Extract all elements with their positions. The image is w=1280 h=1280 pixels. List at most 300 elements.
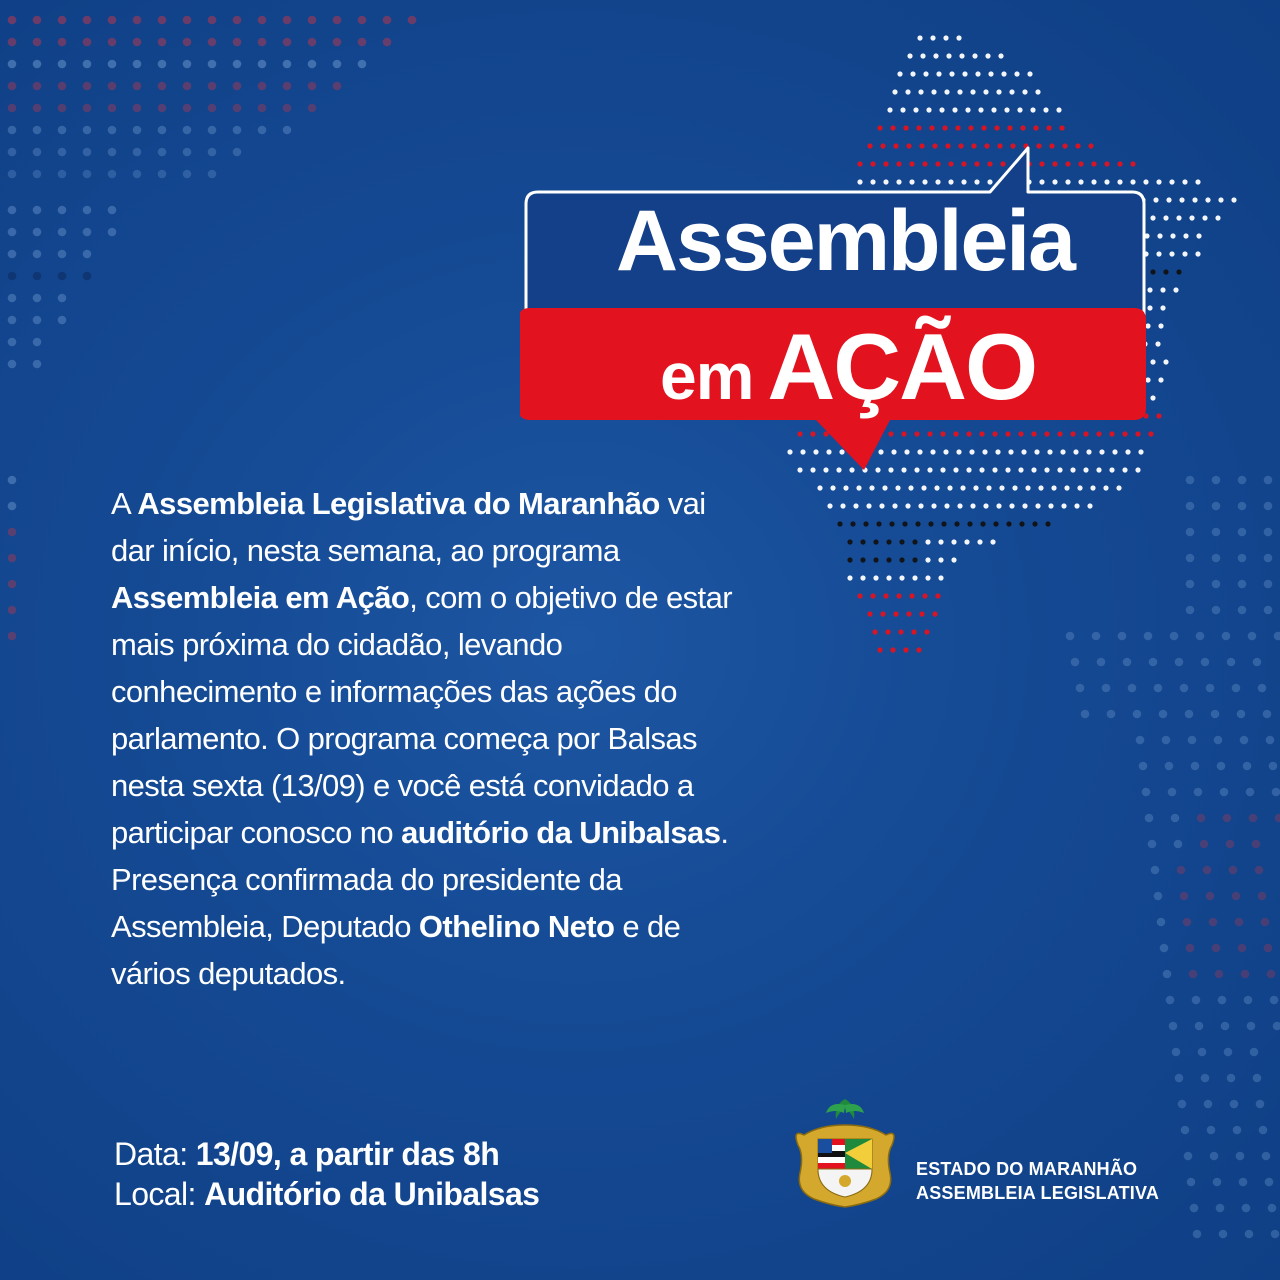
text-segment: A xyxy=(111,486,138,521)
decor-dot xyxy=(910,71,915,76)
decor-dot xyxy=(1163,359,1168,364)
decor-dot xyxy=(183,126,192,135)
decor-dot xyxy=(956,35,961,40)
decor-dot xyxy=(928,521,933,526)
decor-dot xyxy=(1169,179,1174,184)
decor-dot xyxy=(1253,1074,1262,1083)
decor-dot xyxy=(1212,476,1221,485)
decor-dot xyxy=(1165,762,1174,771)
decor-dot xyxy=(158,170,167,179)
decor-dot xyxy=(358,60,367,69)
decor-dot xyxy=(960,485,965,490)
decor-dot xyxy=(1160,305,1165,310)
decor-dot xyxy=(208,104,217,113)
decor-dot xyxy=(1264,606,1273,615)
decor-dot xyxy=(1187,1178,1196,1187)
speech-bubble-icon xyxy=(520,140,1160,480)
decor-dot xyxy=(158,38,167,47)
decor-dot xyxy=(183,16,192,25)
decor-dot xyxy=(1191,762,1200,771)
decor-dot xyxy=(920,53,925,58)
decor-dot xyxy=(33,250,42,259)
decor-dot xyxy=(8,104,17,113)
decor-dot xyxy=(850,521,855,526)
decor-dot xyxy=(912,539,917,544)
decor-dot xyxy=(1171,814,1180,823)
decor-dot xyxy=(33,316,42,325)
decor-dot xyxy=(33,82,42,91)
decor-dot xyxy=(1264,580,1273,589)
decor-dot xyxy=(935,593,940,598)
decor-dot xyxy=(1206,892,1215,901)
decor-dot xyxy=(873,575,878,580)
decor-dot xyxy=(1258,684,1267,693)
decor-dot xyxy=(8,580,17,589)
decor-dot xyxy=(886,557,891,562)
decor-dot xyxy=(33,360,42,369)
decor-dot xyxy=(925,557,930,562)
decor-dot xyxy=(1247,1022,1256,1031)
decor-dot xyxy=(1178,1100,1187,1109)
decor-dot xyxy=(986,485,991,490)
decor-dot xyxy=(955,125,960,130)
decor-dot xyxy=(1218,197,1223,202)
decor-dot xyxy=(33,170,42,179)
decor-dot xyxy=(1261,918,1270,927)
decor-dot xyxy=(840,503,845,508)
decor-dot xyxy=(8,360,17,369)
decor-dot xyxy=(898,629,903,634)
decor-dot xyxy=(1170,233,1175,238)
decor-dot xyxy=(83,60,92,69)
decor-dot xyxy=(58,126,67,135)
decor-dot xyxy=(938,575,943,580)
decor-dot xyxy=(83,16,92,25)
decor-dot xyxy=(931,503,936,508)
decor-dot xyxy=(83,126,92,135)
text-bold-deputy: Othelino Neto xyxy=(418,909,615,944)
decor-dot xyxy=(8,148,17,157)
decor-dot xyxy=(1274,632,1280,641)
decor-dot xyxy=(944,503,949,508)
decor-dot xyxy=(1148,840,1157,849)
decor-dot xyxy=(911,629,916,634)
decor-dot xyxy=(1212,606,1221,615)
decor-dot xyxy=(133,60,142,69)
decor-dot xyxy=(988,71,993,76)
decor-dot xyxy=(83,104,92,113)
decor-dot xyxy=(33,272,42,281)
decor-dot xyxy=(383,16,392,25)
decor-dot xyxy=(886,539,891,544)
decor-dot xyxy=(1266,736,1275,745)
decor-dot xyxy=(58,206,67,215)
decor-dot xyxy=(1196,632,1205,641)
decor-dot xyxy=(8,16,17,25)
decor-dot xyxy=(1227,1074,1236,1083)
decor-dot xyxy=(886,575,891,580)
decor-dot xyxy=(873,539,878,544)
decor-dot xyxy=(1240,736,1249,745)
decor-dot xyxy=(1189,215,1194,220)
decor-dot xyxy=(1246,788,1255,797)
decor-dot xyxy=(1033,125,1038,130)
decor-dot xyxy=(870,593,875,598)
logo-title: Assembleia xyxy=(615,193,1075,289)
decor-dot xyxy=(1235,918,1244,927)
decor-dot xyxy=(1265,1178,1274,1187)
decor-dot xyxy=(957,89,962,94)
decor-dot xyxy=(1030,107,1035,112)
decor-dot xyxy=(877,647,882,652)
decor-dot xyxy=(1160,287,1165,292)
decor-dot xyxy=(1186,606,1195,615)
decor-dot xyxy=(847,575,852,580)
decor-dot xyxy=(83,228,92,237)
decor-dot xyxy=(931,89,936,94)
decor-dot xyxy=(1249,814,1258,823)
decor-dot xyxy=(258,126,267,135)
decor-dot xyxy=(908,485,913,490)
decor-dot xyxy=(1185,710,1194,719)
decor-dot xyxy=(383,38,392,47)
text-bold-assembleia: Assembleia Legislativa do Maranhão xyxy=(137,486,660,521)
decor-dot xyxy=(1196,233,1201,238)
decor-dot xyxy=(1215,970,1224,979)
decor-dot xyxy=(1212,944,1221,953)
decor-dot xyxy=(1006,521,1011,526)
decor-dot xyxy=(939,107,944,112)
decor-dot xyxy=(890,125,895,130)
decor-dot xyxy=(58,228,67,237)
decor-dot xyxy=(158,148,167,157)
decor-dot xyxy=(1186,528,1195,537)
decor-dot xyxy=(1275,814,1280,823)
decor-dot xyxy=(1212,502,1221,511)
decor-dot xyxy=(899,575,904,580)
decor-dot xyxy=(1238,606,1247,615)
decor-dot xyxy=(1202,215,1207,220)
decor-dot xyxy=(1207,1126,1216,1135)
decor-dot xyxy=(1076,684,1085,693)
decor-dot xyxy=(1226,840,1235,849)
decor-dot xyxy=(913,107,918,112)
decor-dot xyxy=(896,593,901,598)
decor-dot xyxy=(889,521,894,526)
decor-dot xyxy=(959,53,964,58)
decor-dot xyxy=(1192,996,1201,1005)
decor-dot xyxy=(1162,736,1171,745)
decor-dot xyxy=(233,148,242,157)
decor-dot xyxy=(1116,485,1121,490)
decor-dot xyxy=(133,16,142,25)
decor-dot xyxy=(929,125,934,130)
decor-dot xyxy=(970,503,975,508)
decor-dot xyxy=(1020,125,1025,130)
decor-dot xyxy=(133,82,142,91)
decor-dot xyxy=(1212,580,1221,589)
decor-dot xyxy=(58,38,67,47)
decor-dot xyxy=(108,228,117,237)
decor-dot xyxy=(1176,269,1181,274)
decor-dot xyxy=(1219,1230,1228,1239)
decor-dot xyxy=(1175,1074,1184,1083)
decor-dot xyxy=(1103,485,1108,490)
organization-name xyxy=(916,1157,1159,1205)
decor-dot xyxy=(108,104,117,113)
decor-dot xyxy=(890,647,895,652)
decor-dot xyxy=(1220,788,1229,797)
decor-dot xyxy=(867,611,872,616)
decor-dot xyxy=(1180,892,1189,901)
decor-dot xyxy=(83,38,92,47)
decor-dot xyxy=(1236,1152,1245,1161)
decor-dot xyxy=(1186,580,1195,589)
decor-dot xyxy=(1151,866,1160,875)
decor-dot xyxy=(1038,485,1043,490)
event-location xyxy=(114,1174,539,1214)
decor-dot xyxy=(1229,866,1238,875)
decor-dot xyxy=(899,557,904,562)
decor-dot xyxy=(33,126,42,135)
decor-dot xyxy=(912,557,917,562)
decor-dot xyxy=(1133,710,1142,719)
decor-dot xyxy=(900,107,905,112)
decor-dot xyxy=(1223,814,1232,823)
decor-dot xyxy=(996,503,1001,508)
decor-dot xyxy=(8,272,17,281)
decor-dot xyxy=(58,316,67,325)
decor-dot xyxy=(998,53,1003,58)
decor-dot xyxy=(108,206,117,215)
decor-dot xyxy=(258,82,267,91)
decor-dot xyxy=(183,38,192,47)
decor-dot xyxy=(1186,476,1195,485)
decor-dot xyxy=(915,521,920,526)
decor-dot xyxy=(1163,269,1168,274)
decor-dot xyxy=(872,629,877,634)
location-value: Auditório da Unibalsas xyxy=(204,1176,540,1212)
decor-dot xyxy=(1051,485,1056,490)
decor-dot xyxy=(892,89,897,94)
decor-dot xyxy=(932,611,937,616)
decor-dot xyxy=(8,82,17,91)
decor-dot xyxy=(58,104,67,113)
decor-dot xyxy=(925,539,930,544)
decor-dot xyxy=(903,125,908,130)
decor-dot xyxy=(1163,215,1168,220)
decor-dot xyxy=(133,38,142,47)
decor-dot xyxy=(843,485,848,490)
decor-dot xyxy=(897,71,902,76)
decor-dot xyxy=(1232,684,1241,693)
decor-dot xyxy=(1012,485,1017,490)
decor-dot xyxy=(83,250,92,259)
decor-dot xyxy=(912,575,917,580)
decor-dot xyxy=(1145,814,1154,823)
decor-dot xyxy=(1218,996,1227,1005)
decor-dot xyxy=(863,521,868,526)
decor-dot xyxy=(283,16,292,25)
decor-dot xyxy=(817,485,822,490)
decor-dot xyxy=(1077,485,1082,490)
decor-dot xyxy=(233,60,242,69)
decor-dot xyxy=(308,38,317,47)
decor-dot xyxy=(1231,197,1236,202)
decor-dot xyxy=(1256,1100,1265,1109)
decor-dot xyxy=(1268,1204,1277,1213)
text-bold-venue: auditório da Unibalsas xyxy=(401,815,721,850)
decor-dot xyxy=(83,148,92,157)
decor-dot xyxy=(1204,1100,1213,1109)
decor-dot xyxy=(1170,632,1179,641)
decor-dot xyxy=(1184,1152,1193,1161)
decor-dot xyxy=(916,647,921,652)
decor-dot xyxy=(906,611,911,616)
decor-dot xyxy=(83,82,92,91)
decor-dot xyxy=(926,107,931,112)
decor-dot xyxy=(233,38,242,47)
coat-of-arms-icon xyxy=(790,1095,900,1210)
decor-dot xyxy=(158,60,167,69)
decor-dot xyxy=(1022,503,1027,508)
decor-dot xyxy=(1175,658,1184,667)
decor-dot xyxy=(973,485,978,490)
decor-dot xyxy=(208,38,217,47)
decor-dot xyxy=(333,82,342,91)
decor-dot xyxy=(873,557,878,562)
decor-dot xyxy=(208,16,217,25)
decor-dot xyxy=(977,539,982,544)
decor-dot xyxy=(1136,736,1145,745)
decor-dot xyxy=(1230,1100,1239,1109)
decor-dot xyxy=(947,485,952,490)
decor-dot xyxy=(830,485,835,490)
decor-dot xyxy=(8,554,17,563)
decor-dot xyxy=(902,521,907,526)
decor-dot xyxy=(283,60,292,69)
decor-dot xyxy=(208,126,217,135)
decor-dot xyxy=(1238,580,1247,589)
decor-dot xyxy=(283,82,292,91)
decor-dot xyxy=(922,593,927,598)
decor-dot xyxy=(1025,485,1030,490)
decor-dot xyxy=(1212,528,1221,537)
decor-dot xyxy=(882,485,887,490)
decor-dot xyxy=(1032,521,1037,526)
decor-dot xyxy=(1271,1230,1280,1239)
decor-dot xyxy=(1270,996,1279,1005)
decor-dot xyxy=(1169,251,1174,256)
location-label: Local: xyxy=(114,1176,205,1212)
decor-dot xyxy=(208,82,217,91)
decor-dot xyxy=(990,539,995,544)
decor-dot xyxy=(1102,684,1111,693)
decor-dot xyxy=(1064,485,1069,490)
decor-dot xyxy=(258,104,267,113)
decor-dot xyxy=(158,126,167,135)
decor-dot xyxy=(83,206,92,215)
decor-dot xyxy=(58,272,67,281)
decor-dot xyxy=(258,16,267,25)
decor-dot xyxy=(1027,71,1032,76)
decor-dot xyxy=(1159,710,1168,719)
decor-dot xyxy=(108,16,117,25)
decor-dot xyxy=(837,521,842,526)
decor-dot xyxy=(1172,1048,1181,1057)
decor-dot xyxy=(133,126,142,135)
decor-dot xyxy=(158,82,167,91)
decor-dot xyxy=(1139,762,1148,771)
decor-dot xyxy=(258,38,267,47)
decor-dot xyxy=(907,53,912,58)
decor-dot xyxy=(8,206,17,215)
decor-dot xyxy=(108,82,117,91)
decor-dot xyxy=(308,82,317,91)
decor-dot xyxy=(954,521,959,526)
decor-dot xyxy=(1046,125,1051,130)
decor-dot xyxy=(885,629,890,634)
decor-dot xyxy=(923,71,928,76)
decor-dot xyxy=(1245,1230,1254,1239)
decor-dot xyxy=(1186,944,1195,953)
decor-dot xyxy=(1213,1178,1222,1187)
decor-dot xyxy=(1241,970,1250,979)
decor-dot xyxy=(1019,521,1024,526)
decor-dot xyxy=(1264,944,1273,953)
decor-dot xyxy=(847,539,852,544)
decor-dot xyxy=(1211,710,1220,719)
decor-dot xyxy=(233,82,242,91)
decor-dot xyxy=(158,16,167,25)
decor-dot xyxy=(1248,632,1257,641)
decor-dot xyxy=(1242,1204,1251,1213)
decor-dot xyxy=(934,485,939,490)
decor-dot xyxy=(991,107,996,112)
decor-dot xyxy=(1009,503,1014,508)
decor-dot xyxy=(33,338,42,347)
date-value: 13/09, a partir das 8h xyxy=(195,1136,500,1172)
decor-dot xyxy=(1182,251,1187,256)
decor-dot xyxy=(1252,840,1261,849)
decor-dot xyxy=(408,16,417,25)
decor-dot xyxy=(1017,107,1022,112)
decor-dot xyxy=(1264,528,1273,537)
decor-dot xyxy=(893,611,898,616)
decor-dot xyxy=(1232,892,1241,901)
decor-dot xyxy=(1188,736,1197,745)
decor-dot xyxy=(903,647,908,652)
decor-dot xyxy=(1215,215,1220,220)
decor-dot xyxy=(925,575,930,580)
decor-dot xyxy=(1258,892,1267,901)
decor-dot xyxy=(183,104,192,113)
decor-dot xyxy=(1189,970,1198,979)
decor-dot xyxy=(1001,71,1006,76)
org-line-assembly: ASSEMBLEIA LEGISLATIVA xyxy=(916,1183,1160,1203)
decor-dot xyxy=(283,126,292,135)
decor-dot xyxy=(1186,502,1195,511)
decor-dot xyxy=(283,104,292,113)
decor-dot xyxy=(183,82,192,91)
decor-dot xyxy=(1209,918,1218,927)
decor-dot xyxy=(952,107,957,112)
decor-dot xyxy=(1182,179,1187,184)
decor-dot xyxy=(333,38,342,47)
decor-dot xyxy=(968,125,973,130)
decor-dot xyxy=(1238,502,1247,511)
decor-dot xyxy=(880,611,885,616)
